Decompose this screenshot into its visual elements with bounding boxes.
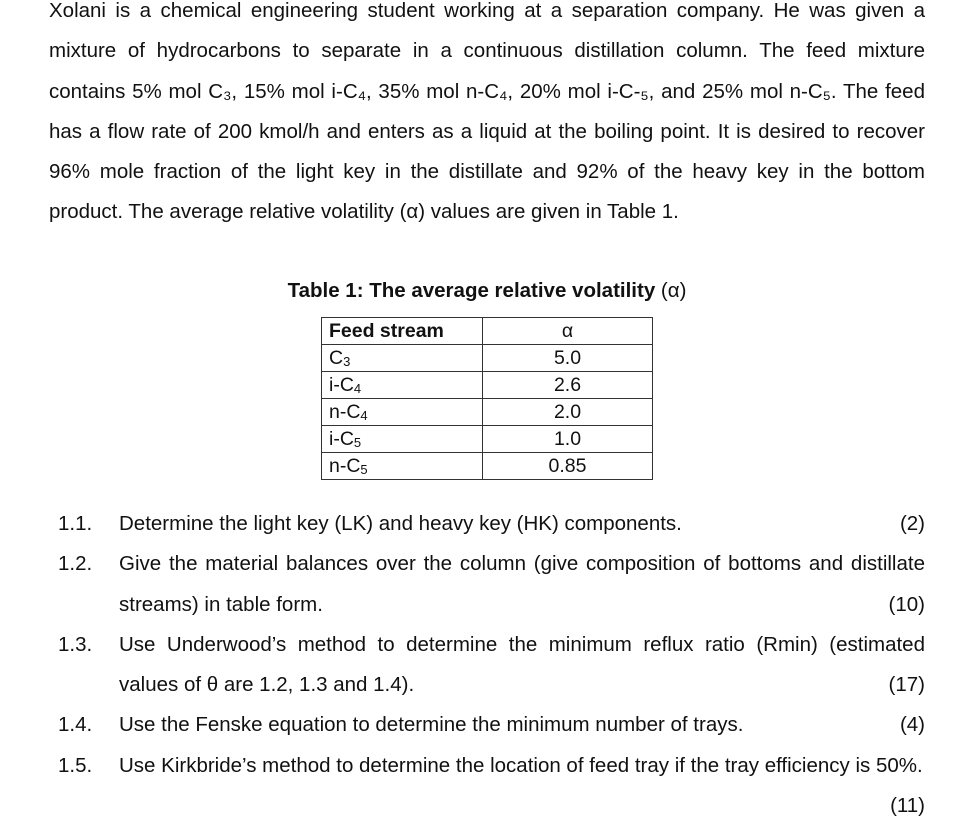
question-number: 1.2. — [58, 552, 93, 576]
alpha-cell: 1.0 — [483, 426, 653, 453]
component-subscript: 5 — [353, 435, 362, 450]
component-subscript: 5 — [360, 462, 368, 477]
component-prefix: n-C — [329, 401, 361, 423]
question-number: 1.3. — [58, 632, 93, 656]
intro-paragraph: Xolani is a chemical engineering student working at a separation company. He was given a mixture of hydrocarbons to separate in a continuous distillation column. The feed mixture contains 5% mol C₃, 15% mol i-C₄, 35% mol n-C₄, 20% mol i-C-₅, and 25% mol n-C₅. The feed has a flow rate of 200 kmol/h and enters as a liquid at the boiling point. It is desired to recover 96% mole fraction of the light key in the distillate and 92% of the heavy key in the bottom product. The average relative volatility (α) values are given in Table 1. — [49, 0, 925, 224]
question-text: Determine the light key (LK) and heavy key (HK) components. — [119, 512, 682, 535]
table-caption — [0, 276, 974, 306]
component-cell — [322, 345, 483, 372]
question-1-3 — [0, 625, 974, 706]
question-text: Use the Fenske equation to determine the minimum number of trays. — [119, 713, 744, 737]
question-marks: (10) — [888, 592, 925, 616]
question-1-4 — [0, 705, 974, 745]
component-prefix: C — [329, 347, 344, 369]
question-1-2 — [0, 544, 974, 625]
question-text: Use Underwood’s method to determine the minimum reflux ratio (Rmin) (estimated values of θ are 1.2, 1.3 and 1.4). — [119, 632, 925, 697]
question-marks: (17) — [888, 673, 925, 697]
header-alpha: α — [483, 318, 653, 345]
component-subscript: 3 — [343, 354, 351, 369]
table-header-row — [322, 318, 653, 345]
header-feed-stream: Feed stream — [322, 318, 483, 345]
table-caption-bold: Table 1: The average relative volatility — [287, 279, 656, 302]
question-number: 1.5. — [58, 753, 93, 777]
alpha-cell: 2.0 — [483, 399, 653, 426]
table-row — [322, 345, 653, 372]
question-text: Give the material balances over the column (give composition of bottoms and distillate streams) in table form. — [119, 552, 925, 616]
question-number: 1.1. — [58, 512, 93, 535]
component-subscript: 4 — [360, 408, 368, 423]
question-list — [0, 504, 974, 826]
question-number: 1.4. — [58, 713, 93, 737]
question-marks: (11) — [890, 794, 925, 818]
table-row — [322, 399, 653, 426]
table-caption-alpha: (α) — [655, 279, 687, 302]
question-marks: (4) — [899, 713, 925, 737]
component-cell — [322, 426, 483, 453]
component-subscript: 4 — [353, 381, 362, 396]
table-row — [322, 453, 653, 480]
component-cell — [322, 372, 483, 399]
question-1-1 — [0, 504, 974, 544]
alpha-cell: 0.85 — [483, 453, 653, 480]
question-text: Use Kirkbride’s method to determine the location of feed tray if the tray efficiency is 50%. — [119, 753, 923, 777]
table-row — [322, 372, 653, 399]
component-cell — [322, 453, 483, 480]
component-prefix: n-C — [329, 455, 361, 477]
question-1-5 — [0, 746, 974, 826]
component-cell — [322, 399, 483, 426]
alpha-cell: 5.0 — [483, 345, 653, 372]
component-prefix: i-C — [329, 428, 354, 450]
component-prefix: i-C — [329, 374, 354, 396]
question-marks: (2) — [899, 512, 925, 535]
table-row — [322, 426, 653, 453]
alpha-cell: 2.6 — [483, 372, 653, 399]
relative-volatility-table — [321, 317, 653, 480]
